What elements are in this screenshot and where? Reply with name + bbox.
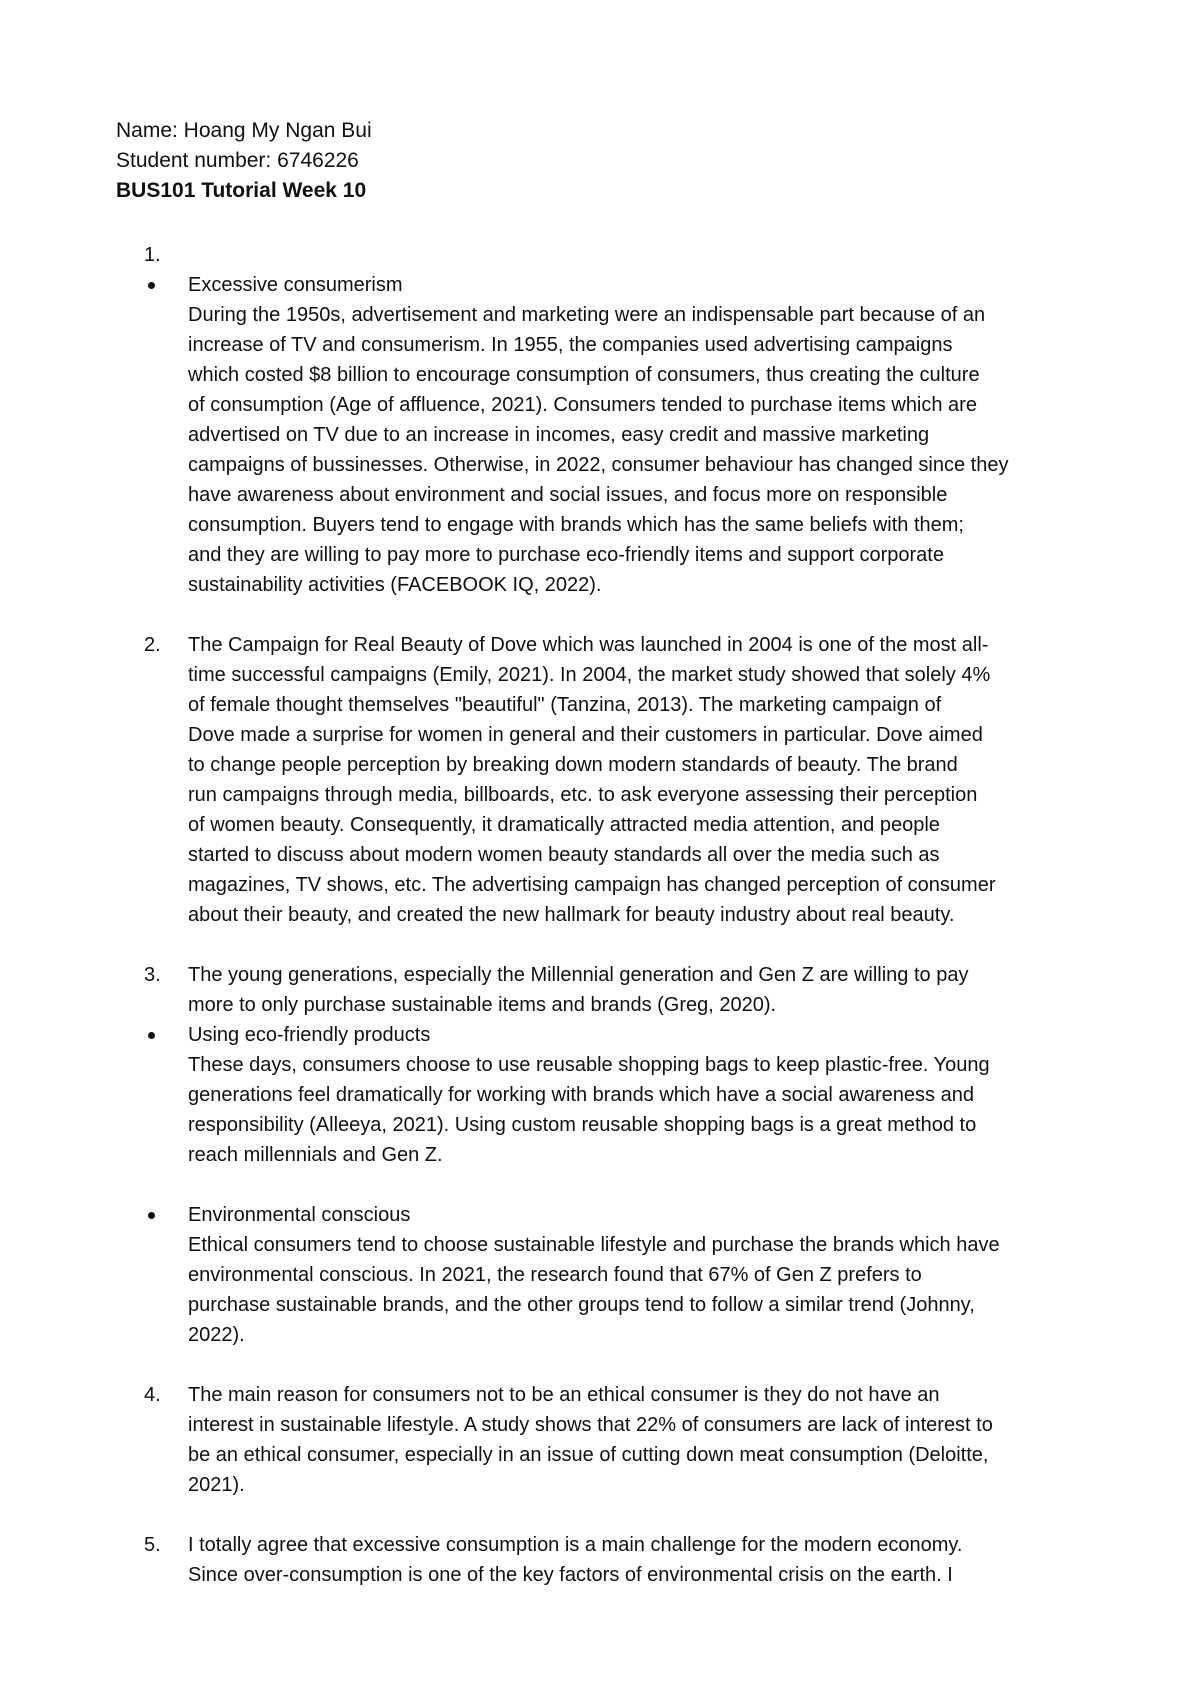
answer-1-number: 1. — [144, 244, 161, 266]
answer-5-number: 5. — [144, 1534, 161, 1556]
paragraph-line: The young generations, especially the Millennial generation and Gen Z are willing to pay — [188, 964, 969, 986]
paragraph-line: of consumption (Age of affluence, 2021). Consumers tended to purchase items which are — [188, 394, 977, 416]
paragraph-line: and they are willing to pay more to purchase eco-friendly items and support corporate — [188, 544, 944, 566]
paragraph-line: purchase sustainable brands, and the other groups tend to follow a similar trend (Johnny, — [188, 1294, 975, 1316]
document-title: BUS101 Tutorial Week 10 — [116, 179, 367, 202]
paragraph-line: 2021). — [188, 1474, 245, 1496]
bullet-heading: Environmental conscious — [188, 1204, 411, 1226]
paragraph-line: Dove made a surprise for women in general and their customers in particular. Dove aimed — [188, 724, 983, 746]
answer-4-number: 4. — [144, 1384, 161, 1406]
paragraph-line: The main reason for consumers not to be an ethical consumer is they do not have an — [188, 1384, 940, 1406]
answer-4 — [116, 1380, 1126, 1500]
paragraph-line: be an ethical consumer, especially in an issue of cutting down meat consumption (Deloitte, — [188, 1444, 989, 1466]
paragraph-line: 2022). — [188, 1324, 245, 1346]
paragraph-line: campaigns of bussinesses. Otherwise, in 2022, consumer behaviour has changed since they — [188, 454, 1009, 476]
paragraph-line: consumption. Buyers tend to engage with brands which has the same beliefs with them; — [188, 514, 964, 536]
paragraph-line: interest in sustainable lifestyle. A study shows that 22% of consumers are lack of interest to — [188, 1414, 993, 1436]
answer-3 — [116, 960, 1126, 1020]
answer-3-bullet-eco-friendly-products — [116, 1020, 1126, 1170]
paragraph-line: to change people perception by breaking down modern standards of beauty. The brand — [188, 754, 958, 776]
paragraph-line: The Campaign for Real Beauty of Dove which was launched in 2004 is one of the most all- — [188, 634, 989, 656]
paragraph-line: of female thought themselves "beautiful" (Tanzina, 2013). The marketing campaign of — [188, 694, 942, 716]
paragraph-line: reach millennials and Gen Z. — [188, 1144, 443, 1166]
answer-3-bullet-environmental-conscious — [116, 1200, 1126, 1350]
paragraph-line: run campaigns through media, billboards, etc. to ask everyone assessing their perception — [188, 784, 978, 806]
paragraph-line: Since over-consumption is one of the key factors of environmental crisis on the earth. I — [188, 1564, 953, 1586]
paragraph-line: These days, consumers choose to use reusable shopping bags to keep plastic-free. Young — [188, 1054, 990, 1076]
paragraph-line: responsibility (Alleeya, 2021). Using custom reusable shopping bags is a great method to — [188, 1114, 977, 1136]
paragraph-line: more to only purchase sustainable items and brands (Greg, 2020). — [188, 994, 777, 1016]
paragraph-line: about their beauty, and created the new hallmark for beauty industry about real beauty. — [188, 904, 955, 926]
student-number: Student number: 6746226 — [116, 149, 359, 172]
paragraph-line: which costed $8 billion to encourage consumption of consumers, thus creating the culture — [188, 364, 980, 386]
paragraph-line: of women beauty. Consequently, it dramatically attracted media attention, and people — [188, 814, 940, 836]
paragraph-line: have awareness about environment and social issues, and focus more on responsible — [188, 484, 948, 506]
paragraph-line: environmental conscious. In 2021, the research found that 67% of Gen Z prefers to — [188, 1264, 922, 1286]
paragraph-line: During the 1950s, advertisement and marketing were an indispensable part because of an — [188, 304, 986, 326]
paragraph-line: sustainability activities (FACEBOOK IQ, 2022). — [188, 574, 602, 596]
paragraph-line: started to discuss about modern women beauty standards all over the media such as — [188, 844, 940, 866]
paragraph-line: magazines, TV shows, etc. The advertising campaign has changed perception of consumer — [188, 874, 996, 896]
answer-5 — [116, 1530, 1126, 1590]
paragraph-line: advertised on TV due to an increase in incomes, easy credit and massive marketing — [188, 424, 930, 446]
bullet-icon — [148, 1212, 155, 1219]
answer-1-number-row — [116, 240, 1126, 270]
paragraph-line: generations feel dramatically for working with brands which have a social awareness and — [188, 1084, 974, 1106]
answer-3-number: 3. — [144, 964, 161, 986]
student-name: Name: Hoang My Ngan Bui — [116, 119, 372, 142]
answer-1-bullet-excessive-consumerism — [116, 270, 1126, 600]
document-body — [116, 240, 1126, 1590]
answer-2-number: 2. — [144, 634, 161, 656]
paragraph-line: increase of TV and consumerism. In 1955, the companies used advertising campaigns — [188, 334, 953, 356]
bullet-heading: Excessive consumerism — [188, 274, 403, 296]
paragraph-line: I totally agree that excessive consumption is a main challenge for the modern economy. — [188, 1534, 963, 1556]
document-header — [116, 116, 372, 206]
bullet-icon — [148, 1032, 155, 1039]
bullet-heading: Using eco-friendly products — [188, 1024, 431, 1046]
bullet-icon — [148, 282, 155, 289]
answer-2 — [116, 630, 1126, 930]
paragraph-line: Ethical consumers tend to choose sustainable lifestyle and purchase the brands which have — [188, 1234, 1000, 1256]
paragraph-line: time successful campaigns (Emily, 2021). In 2004, the market study showed that solely 4% — [188, 664, 991, 686]
